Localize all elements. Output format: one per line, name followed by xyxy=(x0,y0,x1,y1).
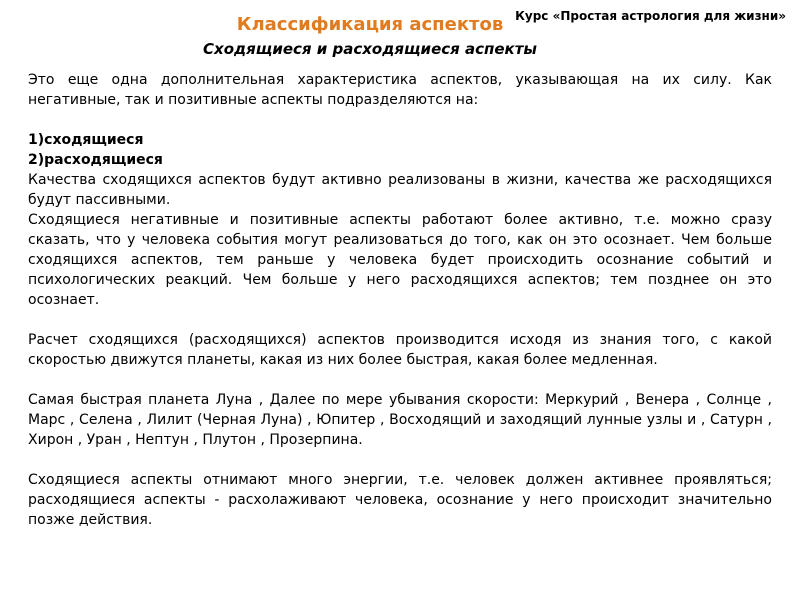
intro-paragraph: Это еще одна дополнительная характеристика аспектов, указывающая на их силу. Как негативные, так и позитивные аспекты подразделяются на: xyxy=(28,72,772,108)
spacer xyxy=(28,450,772,470)
course-label: Курс «Простая астрология для жизни» xyxy=(515,9,786,23)
spacer xyxy=(28,310,772,330)
paragraph-qualities: Качества сходящихся аспектов будут активно реализованы в жизни, качества же расходящихся будут пассивными. xyxy=(28,172,772,208)
page-subtitle: Сходящиеся и расходящиеся аспекты xyxy=(203,40,537,58)
paragraph-converging: Сходящиеся негативные и позитивные аспекты работают более активно, т.е. можно сразу сказать, что у человека события могут реализоваться до того, как он это осознает. Чем больше сходящихся аспектов, тем раньше у человека будет происходить осознание событий и психологических реакций. Чем больше у него расходящихся аспектов; тем позднее он это осознает. xyxy=(28,212,772,308)
list-item: 2)расходящиеся xyxy=(28,152,163,168)
spacer xyxy=(28,370,772,390)
paragraph-planet-speeds: Самая быстрая планета Луна , Далее по мере убывания скорости: Меркурий , Венера , Солнце , Марс , Селена , Лилит (Черная Луна) , Юпитер , Восходящий и заходящий лунные узлы и , Сатурн , Хирон , Уран , Нептун , Плутон , Прозерпина. xyxy=(28,392,772,448)
list-item: 1)сходящиеся xyxy=(28,132,144,148)
paragraph-energy: Сходящиеся аспекты отнимают много энергии, т.е. человек должен активнее проявляться; расходящиеся аспекты - расхолаживают человека, осознание у него происходит значительно позже действия. xyxy=(28,472,772,528)
page-title: Классификация аспектов xyxy=(236,14,504,35)
spacer xyxy=(28,110,772,130)
main-content xyxy=(28,70,772,530)
paragraph-calculation: Расчет сходящихся (расходящихся) аспектов производится исходя из знания того, с какой скоростью движутся планеты, какая из них более быстрая, какая более медленная. xyxy=(28,332,772,368)
